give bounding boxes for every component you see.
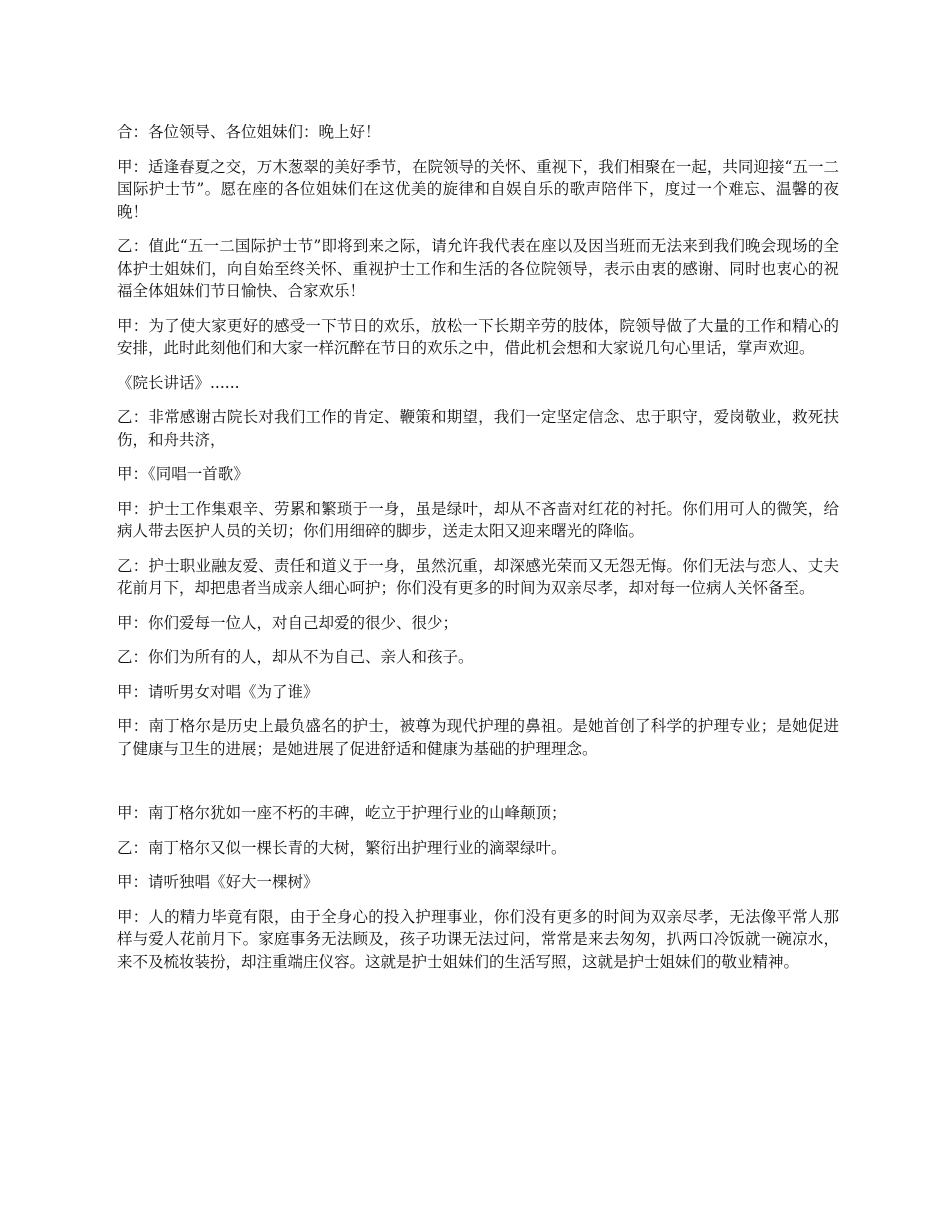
paragraph: 乙：值此“五一二国际护士节”即将到来之际，请允许我代表在座以及因当班而无法来到我们晚会现场的全体护士姐妹们，向自始至终关怀、重视护士工作和生活的各位院领导，表示由衷的感谢、同时也衷心的祝福全体姐妹们节日愉快、合家欢乐！ [117, 237, 839, 300]
paragraph: 乙：你们为所有的人，却从不为自己、亲人和孩子。 [117, 648, 474, 666]
paragraph: 甲：你们爱每一位人，对自己却爱的很少、很少； [117, 613, 459, 632]
paragraph-greeting: 合：各位领导、各位姐妹们：晚上好！ [117, 123, 381, 141]
paragraph: 甲：护士工作集艰辛、劳累和繁琐于一身，虽是绿叶，却从不吝啬对红花的衬托。你们用可人的微笑，给病人带去医护人员的关切；你们用细碎的脚步，送走太阳又迎来曙光的降临。 [117, 499, 839, 540]
paragraph: 乙：非常感谢古院长对我们工作的肯定、鞭策和期望，我们一定坚定信念、忠于职守，爱岗敬业，救死扶伤，和舟共济， [117, 408, 839, 449]
document-body [117, 121, 839, 985]
paragraph: 甲：适逢春夏之交，万木葱翠的美好季节，在院领导的关怀、重视下，我们相聚在一起，共同迎接“五一二国际护士节”。愿在座的各位姐妹们在这优美的旋律和自娱自乐的歌声陪伴下，度过一个难忘、温馨的夜晚！ [117, 157, 839, 221]
paragraph-program-item: 《院长讲话》...... [117, 373, 240, 392]
paragraph-program-item: 甲：请听男女对唱《为了谁》 [117, 682, 319, 701]
paragraph-program-item: 甲：《同唱一首歌》 [117, 465, 249, 483]
paragraph: 甲：人的精力毕竟有限，由于全身心的投入护理事业，你们没有更多的时间为双亲尽孝，无法像平常人那样与爱人花前月下。家庭事务无法顾及，孩子功课无法过问，常常是来去匆匆，扒两口冷饭就一碗凉水，来不及梳妆装扮，却注重端庄仪容。这就是护士姐妹们的生活写照，这就是护士姐妹们的敬业精神。 [117, 907, 839, 971]
blank-line [117, 772, 839, 802]
paragraph: 乙：南丁格尔又似一棵长青的大树，繁衍出护理行业的滴翠绿叶。 [117, 838, 567, 857]
paragraph: 甲：南丁格尔是历史上最负盛名的护士，被尊为现代护理的鼻祖。是她首创了科学的护理专业；是她促进了健康与卫生的进展；是她进展了促进舒适和健康为基础的护理理念。 [117, 717, 839, 758]
paragraph: 甲：南丁格尔犹如一座不朽的丰碑，屹立于护理行业的山峰颠顶； [117, 804, 567, 822]
paragraph-program-item: 甲：请听独唱《好大一棵树》 [117, 873, 319, 891]
paragraph: 甲：为了使大家更好的感受一下节日的欢乐，放松一下长期辛劳的肢体，院领导做了大量的工作和精心的安排，此时此刻他们和大家一样沉醉在节日的欢乐之中，借此机会想和大家说几句心里话，掌声欢迎。 [117, 316, 839, 357]
paragraph: 乙：护士职业融友爱、责任和道义于一身，虽然沉重，却深感光荣而又无怨无悔。你们无法与恋人、丈夫花前月下，却把患者当成亲人细心呵护；你们没有更多的时间为双亲尽孝，却对每一位病人关怀备至。 [117, 556, 839, 597]
